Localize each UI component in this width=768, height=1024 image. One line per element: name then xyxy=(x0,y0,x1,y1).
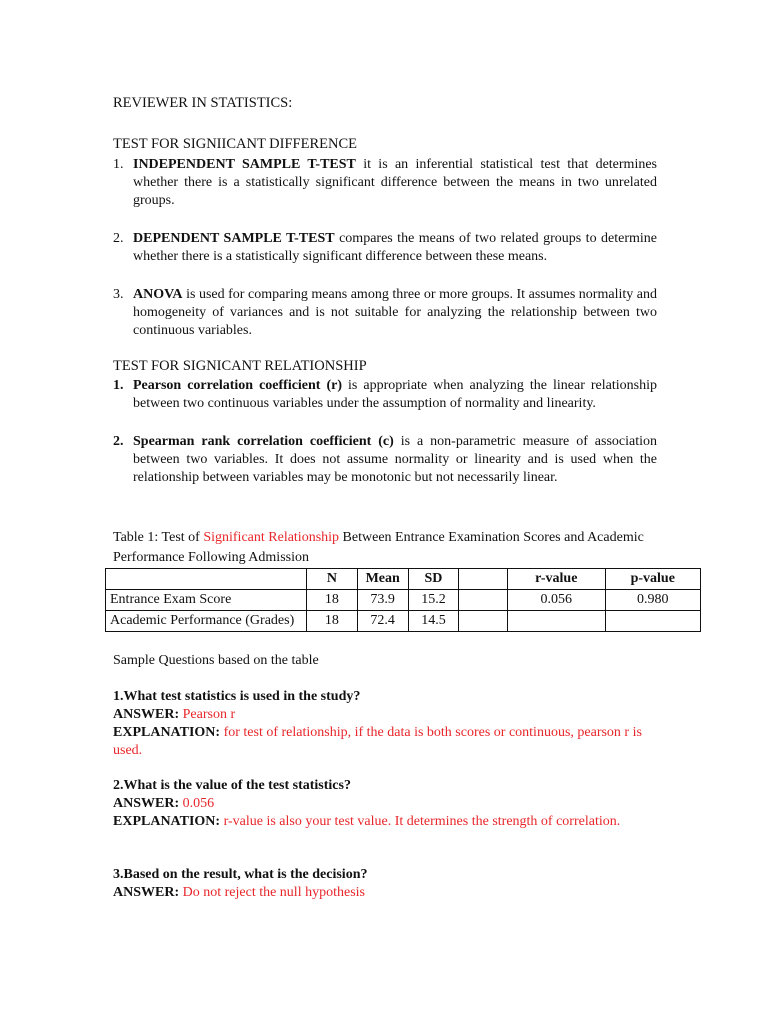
answer-label: ANSWER: xyxy=(113,796,183,811)
table-header: p-value xyxy=(605,569,700,590)
table-caption xyxy=(113,528,673,568)
table-header: N xyxy=(307,569,358,590)
difference-heading: TEST FOR SIGNIICANT DIFFERENCE xyxy=(113,136,357,152)
item-text: compares the means of two related groups to determine whether there is a statistically significant difference between these means. xyxy=(133,231,657,264)
table-cell: 0.056 xyxy=(508,590,605,611)
table-header xyxy=(459,569,508,590)
question-2 xyxy=(113,777,673,831)
table-header-row xyxy=(106,569,701,590)
question-text: 3.Based on the result, what is the decision? xyxy=(113,867,368,882)
table-header: SD xyxy=(408,569,459,590)
question-3 xyxy=(113,866,673,902)
table-cell: 0.980 xyxy=(605,590,700,611)
answer-label: ANSWER: xyxy=(113,885,183,900)
answer-text: Pearson r xyxy=(182,707,236,722)
difference-item-2 xyxy=(113,230,657,266)
answer-text: 0.056 xyxy=(182,796,215,811)
item-number: 2. xyxy=(113,434,124,449)
table-header: r-value xyxy=(508,569,605,590)
table-cell: 18 xyxy=(307,590,358,611)
explanation-label: EXPLANATION: xyxy=(113,725,224,740)
answer-label: ANSWER: xyxy=(113,707,183,722)
item-text: is a non-parametric measure of association between two variables. It does not assume normality or linearity and is used when the relationship between variables may be monotonic but not necessarily linear. xyxy=(133,434,657,485)
item-number: 3. xyxy=(113,287,124,302)
item-text: is used for comparing means among three or more groups. It assumes normality and homogeneity of variances and is not suitable for analyzing the relationship between two continuous variables. xyxy=(133,287,657,338)
item-number: 1. xyxy=(113,378,124,393)
caption-text: Between Entrance Examination Scores and Academic Performance Following Admission xyxy=(113,530,644,565)
question-1 xyxy=(113,688,673,760)
item-text: is appropriate when analyzing the linear relationship between two continuous variables under the assumption of normality and linearity. xyxy=(133,378,657,411)
caption-text: Table 1: Test of xyxy=(113,530,204,545)
table-cell: 73.9 xyxy=(357,590,408,611)
table-cell: Academic Performance (Grades) xyxy=(106,611,307,632)
item-term: INDEPENDENT SAMPLE T-TEST xyxy=(133,157,356,172)
table-cell xyxy=(508,611,605,632)
item-text: it is an inferential statistical test that determines whether there is a statistically significant difference between the means in two unrelated groups. xyxy=(133,157,658,208)
table-cell xyxy=(605,611,700,632)
table-header: Mean xyxy=(357,569,408,590)
table-cell: 18 xyxy=(307,611,358,632)
table-cell: Entrance Exam Score xyxy=(106,590,307,611)
relationship-item-2 xyxy=(113,433,657,487)
table-row xyxy=(106,611,701,632)
relationship-item-1 xyxy=(113,377,657,413)
item-term: DEPENDENT SAMPLE T-TEST xyxy=(133,231,335,246)
page-title: REVIEWER IN STATISTICS: xyxy=(113,95,293,111)
answer-text: Do not reject the null hypothesis xyxy=(182,885,365,900)
item-term: ANOVA xyxy=(133,287,183,302)
item-number: 2. xyxy=(113,231,124,246)
caption-highlight: Significant Relationship xyxy=(203,530,340,545)
question-text: 1.What test statistics is used in the study? xyxy=(113,689,361,704)
table-header xyxy=(106,569,307,590)
item-number: 1. xyxy=(113,157,124,172)
table-cell: 14.5 xyxy=(408,611,459,632)
table-row xyxy=(106,590,701,611)
table-cell: 15.2 xyxy=(408,590,459,611)
item-term: Pearson correlation coefficient (r) xyxy=(133,378,343,393)
explanation-text: r-value is also your test value. It determines the strength of correlation. xyxy=(223,814,621,829)
question-text: 2.What is the value of the test statistics? xyxy=(113,778,351,793)
explanation-text: for test of relationship, if the data is both scores or continuous, pearson r is used. xyxy=(113,725,642,758)
difference-item-3 xyxy=(113,286,657,340)
questions-intro: Sample Questions based on the table xyxy=(113,653,319,668)
item-term: Spearman rank correlation coefficient (c) xyxy=(133,434,394,449)
relationship-heading: TEST FOR SIGNICANT RELATIONSHIP xyxy=(113,358,367,374)
stats-table xyxy=(105,568,701,632)
table-cell xyxy=(459,590,508,611)
table-cell xyxy=(459,611,508,632)
explanation-label: EXPLANATION: xyxy=(113,814,224,829)
table-cell: 72.4 xyxy=(357,611,408,632)
difference-item-1 xyxy=(113,156,657,210)
